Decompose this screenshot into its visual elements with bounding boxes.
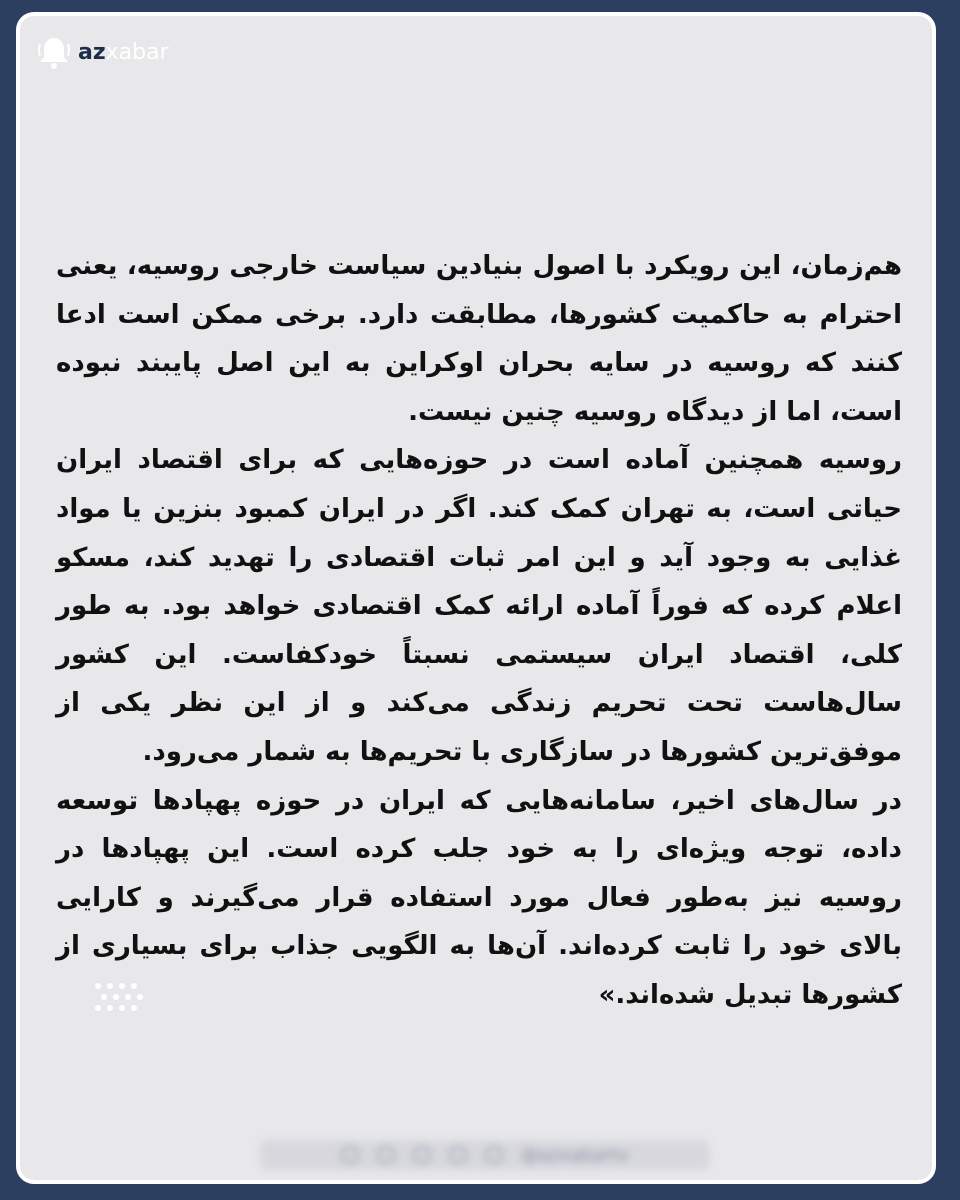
article-paragraph-2: روسیه همچنین آماده است در حوزه‌هایی که برای اقتصاد ایران حیاتی است، به تهران کمک کند. اگر در ایران کمبود بنزین یا مواد غذایی به وجود آید و این امر ثبات اقتصادی را تهدید کند، مسکو اعلام کرده که فوراً آماده ارائه کمک اقتصادی خواهد بود. به طور کلی، اقتصاد ایران سیستمی نسبتاً خودکفاست. این کشور سال‌هاست تحت تحریم زندگی می‌کند و از این نظر یکی از موفق‌ترین کشورها در سازگاری با تحریم‌ها به شمار می‌رود. — [56, 445, 902, 767]
brand-name-az: az — [78, 39, 106, 65]
dots-ornament-icon — [94, 982, 146, 1012]
instagram-icon[interactable] — [377, 1146, 395, 1164]
social-handle[interactable]: @azxabartv — [521, 1144, 629, 1166]
brand-name — [78, 40, 169, 65]
facebook-icon[interactable] — [485, 1146, 503, 1164]
brand-logo[interactable] — [34, 30, 169, 74]
social-footer — [260, 1140, 710, 1170]
bell-icon — [34, 32, 74, 72]
telegram-icon[interactable] — [341, 1146, 359, 1164]
post-card — [16, 12, 936, 1184]
article-paragraph-1: هم‌زمان، این رویکرد با اصول بنیادین سیاست خارجی روسیه، یعنی احترام به حاکمیت کشورها، مطابقت دارد. برخی ممکن است ادعا کنند که روسیه در سایه بحران اوکراین به این اصل پایبند نبوده است، اما از دیدگاه روسیه چنین نیست. — [56, 251, 902, 427]
youtube-icon[interactable] — [449, 1146, 467, 1164]
brand-name-xabar: xabar — [105, 39, 169, 65]
twitter-icon[interactable] — [413, 1146, 431, 1164]
article-paragraph-3: در سال‌های اخیر، سامانه‌هایی که ایران در حوزه پهپادها توسعه داده، توجه ویژه‌ای را به خود جلب کرده است. این پهپادها در روسیه نیز به‌طور فعال مورد استفاده قرار می‌گیرند و کارایی بالای خود را ثابت کرده‌اند. آن‌ها به الگویی جذاب برای بسیاری از کشورها تبدیل شده‌اند.» — [56, 785, 902, 1010]
article-body — [56, 242, 902, 1020]
